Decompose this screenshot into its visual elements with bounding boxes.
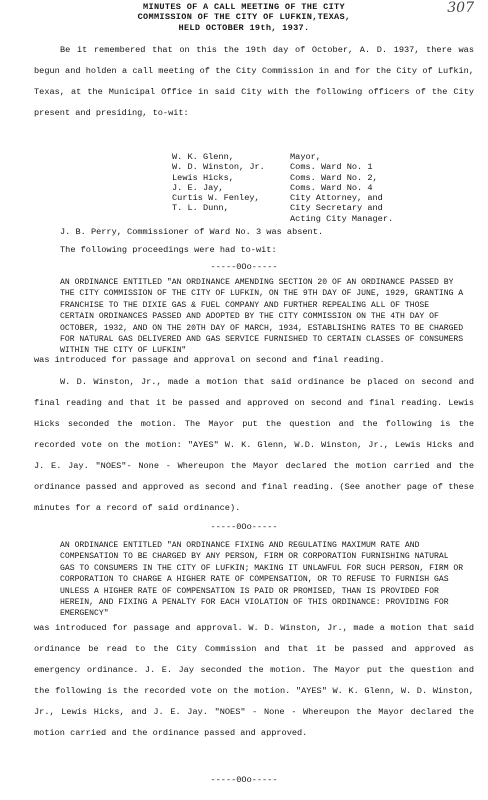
officer-name: Lewis Hicks, [172,172,234,183]
intro-paragraph: Be it remembered that on this the 19th day of October, A. D. 1937, there was begun and holden a call meeting of the City Commission in and for the City of Lufkin, Texas, at the Municipal Office in said City with the following officers of the City present and presiding, to-wit: [34,45,474,118]
motion-1-paragraph: W. D. Winston, Jr., made a motion that said ordinance be placed on second and final reading and that it be passed and approved on second and final reading. Lewis Hicks seconded the motion. The Mayor put the question and the following is the recorded vote on the motion: "AYES" W. K. Glenn, W.D. Winston, Jr., Lewis Hicks and J. E. Jay. "NOES"- None - Whereupon the Mayor declared the motion carried and the ordinance passed and approved as second and final reading. (See another page of these minutes for a record of said ordinance). [34,377,474,513]
ordinance-1-intro: was introduced for passage and approval on second and final reading. [34,355,385,365]
proceedings-intro: The following proceedings were had to-wit: [60,245,277,255]
ordinance-1-text: AN ORDINANCE ENTITLED "AN ORDINANCE AMENDING SECTION 20 OF AN ORDINANCE PASSED BY THE CITY COMMISSION OF THE CITY OF LUFKIN, ON THE 9TH DAY OF JUNE, 1929, GRANTING A FRANCHISE TO THE DIXIE GAS & FUEL COMPANY AND FURTHER REPEALING ALL OF THOSE CERTAIN ORDINANCES PASSED AND ADOPTED BY THE CITY COMMISSION ON THE 4TH DAY OF OCTOBER, 1932, AND ON THE 20TH DAY OF MARCH, 1934, ESTABLISHING RATES TO BE CHARGED FOR NATURAL GAS DELIVERED AND GAS SERVICE FURNISHED TO CERTAIN CLASSES OF CONSUMERS WITHIN THE CITY OF LUFKIN" [60,278,464,356]
officer-name: W. D. Winston, Jr. [172,162,265,173]
heading-line: MINUTES OF A CALL MEETING OF THE CITY [143,2,345,12]
officer-title: Acting City Manager. [290,213,394,224]
officers-list [172,152,393,224]
officer-name: Curtis W. Fenley, [172,193,260,204]
ordinance-2-title [60,540,466,620]
officer-title: City Secretary and [290,203,383,214]
heading-line: HELD OCTOBER 19th, 1937. [178,22,310,33]
page-number: 307 [447,0,474,16]
officer-title: Mayor, [290,152,321,162]
absent-note: J. B. Perry, Commissioner of Ward No. 3 was absent. [60,227,324,237]
heading-line: COMMISSION OF THE CITY OF LUFKIN,TEXAS, [137,12,351,23]
officer-name: J. E. Jay, [172,182,224,193]
officer-title: Coms. Ward No. 1 [290,162,373,173]
section-separator: -----0Oo----- [210,522,278,532]
minutes-heading [0,2,488,33]
ordinance-2-text: AN ORDINANCE ENTITLED "AN ORDINANCE FIXING AND REGULATING MAXIMUM RATE AND COMPENSATION TO BE CHARGED BY ANY PERSON, FIRM OR CORPORATION FURNISHING NATURAL GAS TO CONSUMERS IN THE CITY OF LUFKIN; MAKING IT UNLAWFUL FOR SUCH PERSON, FIRM OR CORPORATION TO CHARGE A HIGHER RATE OF COMPENSATION, OR TO REFUSE TO FURNISH GAS UNLESS A HIGHER RATE OF COMPENSATION IS PAID OR PROMISED, THAN IS PROVIDED FOR HEREIN, AND FIXING A PENALTY FOR EACH VIOLATION OF THIS ORDINANCE: PROVIDING FOR EMERGENCY" [60,541,464,619]
officer-title: Coms. Ward No. 2, [290,172,378,183]
ordinance-1-title [60,277,466,357]
motion-2-paragraph: was introduced for passage and approval. W. D. Winston, Jr., made a motion that said ordinance be read to the City Commission and that it be passed and approved as emergency ordinance. J. E. Jay seconded the motion. The Mayor put the question and the following is the recorded vote on the motion. "AYES" W. K. Glenn, W. D. Winston, Jr., Lewis Hicks, and J. E. Jay. "NOES" - None - Whereupon the Mayor declared the motion carried and the ordinance passed and approved. [34,623,474,738]
officer-title: Coms. Ward No. 4 [290,182,373,193]
officer-name: W. K. Glenn, [172,152,234,162]
section-separator: -----0Oo----- [210,262,278,272]
section-separator: -----0Oo----- [210,775,278,785]
officer-title: City Attorney, and [290,193,383,204]
officer-name: T. L. Dunn, [172,203,229,214]
